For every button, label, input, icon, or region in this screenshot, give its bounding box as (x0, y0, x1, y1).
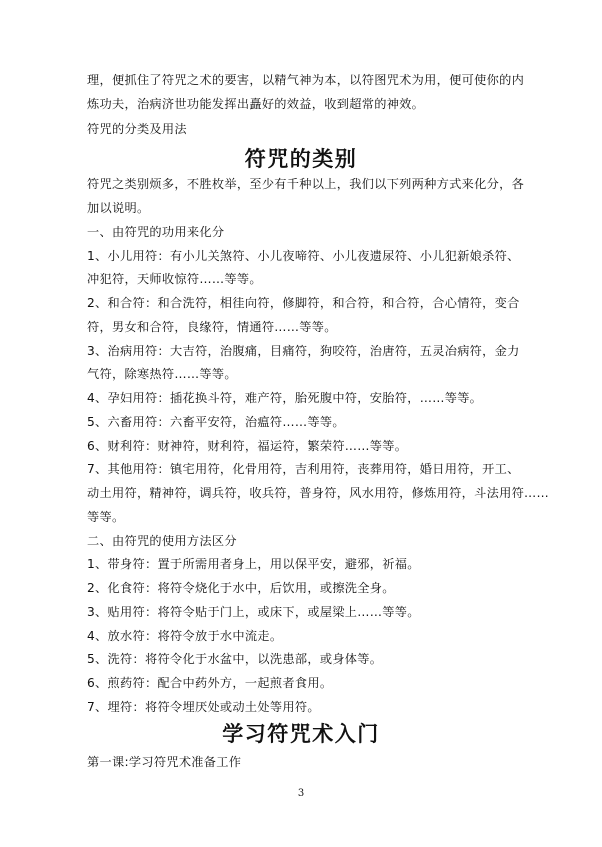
lesson-title: 第一课:学习符咒术准备工作 (87, 755, 242, 769)
list-item: 7、其他用符：镇宅用符，化骨用符，吉利用符，丧葬用符，婚日用符，开工、 (87, 462, 520, 476)
list-item: 4、孕妇用符：插花换斗符，难产符，胎死腹中符，安胎符，……等等。 (87, 391, 483, 405)
list-item-continuation: 等等。 (87, 510, 125, 524)
subsection-title: 二、由符咒的使用方法区分 (87, 534, 237, 548)
list-item: 7、埋符：将符令埋厌处或动土处等用符。 (87, 700, 320, 714)
subsection-title: 一、由符咒的功用来化分 (87, 225, 225, 239)
list-item: 2、和合符：和合洗符，相徍向符，修脚符，和合符，和合符，合心情符，变合 (87, 296, 520, 310)
section-label: 符咒的分类及用法 (87, 122, 187, 136)
list-item: 1、小儿用符：有小儿关煞符、小儿夜啼符、小儿夜遗尿符、小儿犯新娘杀符、 (87, 249, 520, 263)
list-item: 3、治病用符：大吉符，治腹痛，目痛符，狗咬符，治唐符，五灵冶病符，金力 (87, 344, 520, 358)
list-item: 5、洗符：将符令化于水盆中，以洗患部，或身体等。 (87, 652, 383, 666)
paragraph-line: 炼功夫，治病济世功能发挥出矗好的效益，收到超常的神效。 (87, 97, 425, 111)
page-number: 3 (297, 788, 305, 799)
list-item-continuation: 动土用符，精神符，调兵符，收兵符，普身符，风水用符，修炼用符，斗法用符…… (87, 486, 550, 500)
list-item: 1、带身符：置于所需用者身上，用以保平安，避邪，祈福。 (87, 557, 420, 571)
list-item-continuation: 冲犯符，天师收惊符……等等。 (87, 272, 262, 286)
list-item: 5、六畜用符：六畜平安符，治瘟符……等等。 (87, 415, 345, 429)
list-item: 3、贴用符：将符令贴于门上，或床下，或屋梁上……等等。 (87, 605, 420, 619)
paragraph-line: 符咒之类别烦多，不胜枚举，至少有千种以上，我们以下列两种方式来化分，各 (87, 177, 525, 191)
list-item: 2、化食符：将符令烧化于水中，后饮用，或擦洗全身。 (87, 581, 395, 595)
list-item: 6、煎药符：配合中药外方，一起煎者食用。 (87, 676, 333, 690)
list-item: 6、财利符：财神符，财利符，福运符，繁荣符……等等。 (87, 439, 408, 453)
list-item: 4、放水符：将符令放于水中流走。 (87, 629, 283, 643)
heading-fuzhou-categories: 符咒的类别 (244, 147, 358, 171)
paragraph-line: 加以说明。 (87, 201, 150, 215)
heading-learning-intro: 学习符咒术入门 (222, 722, 380, 746)
paragraph-line: 理，便抓住了符咒之术的要害，以精气神为本，以符图咒术为用，便可使你的内 (87, 73, 525, 87)
list-item-continuation: 符，男女和合符，良缘符，情通符……等等。 (87, 320, 337, 334)
list-item-continuation: 气符，除寒热符……等等。 (87, 367, 237, 381)
